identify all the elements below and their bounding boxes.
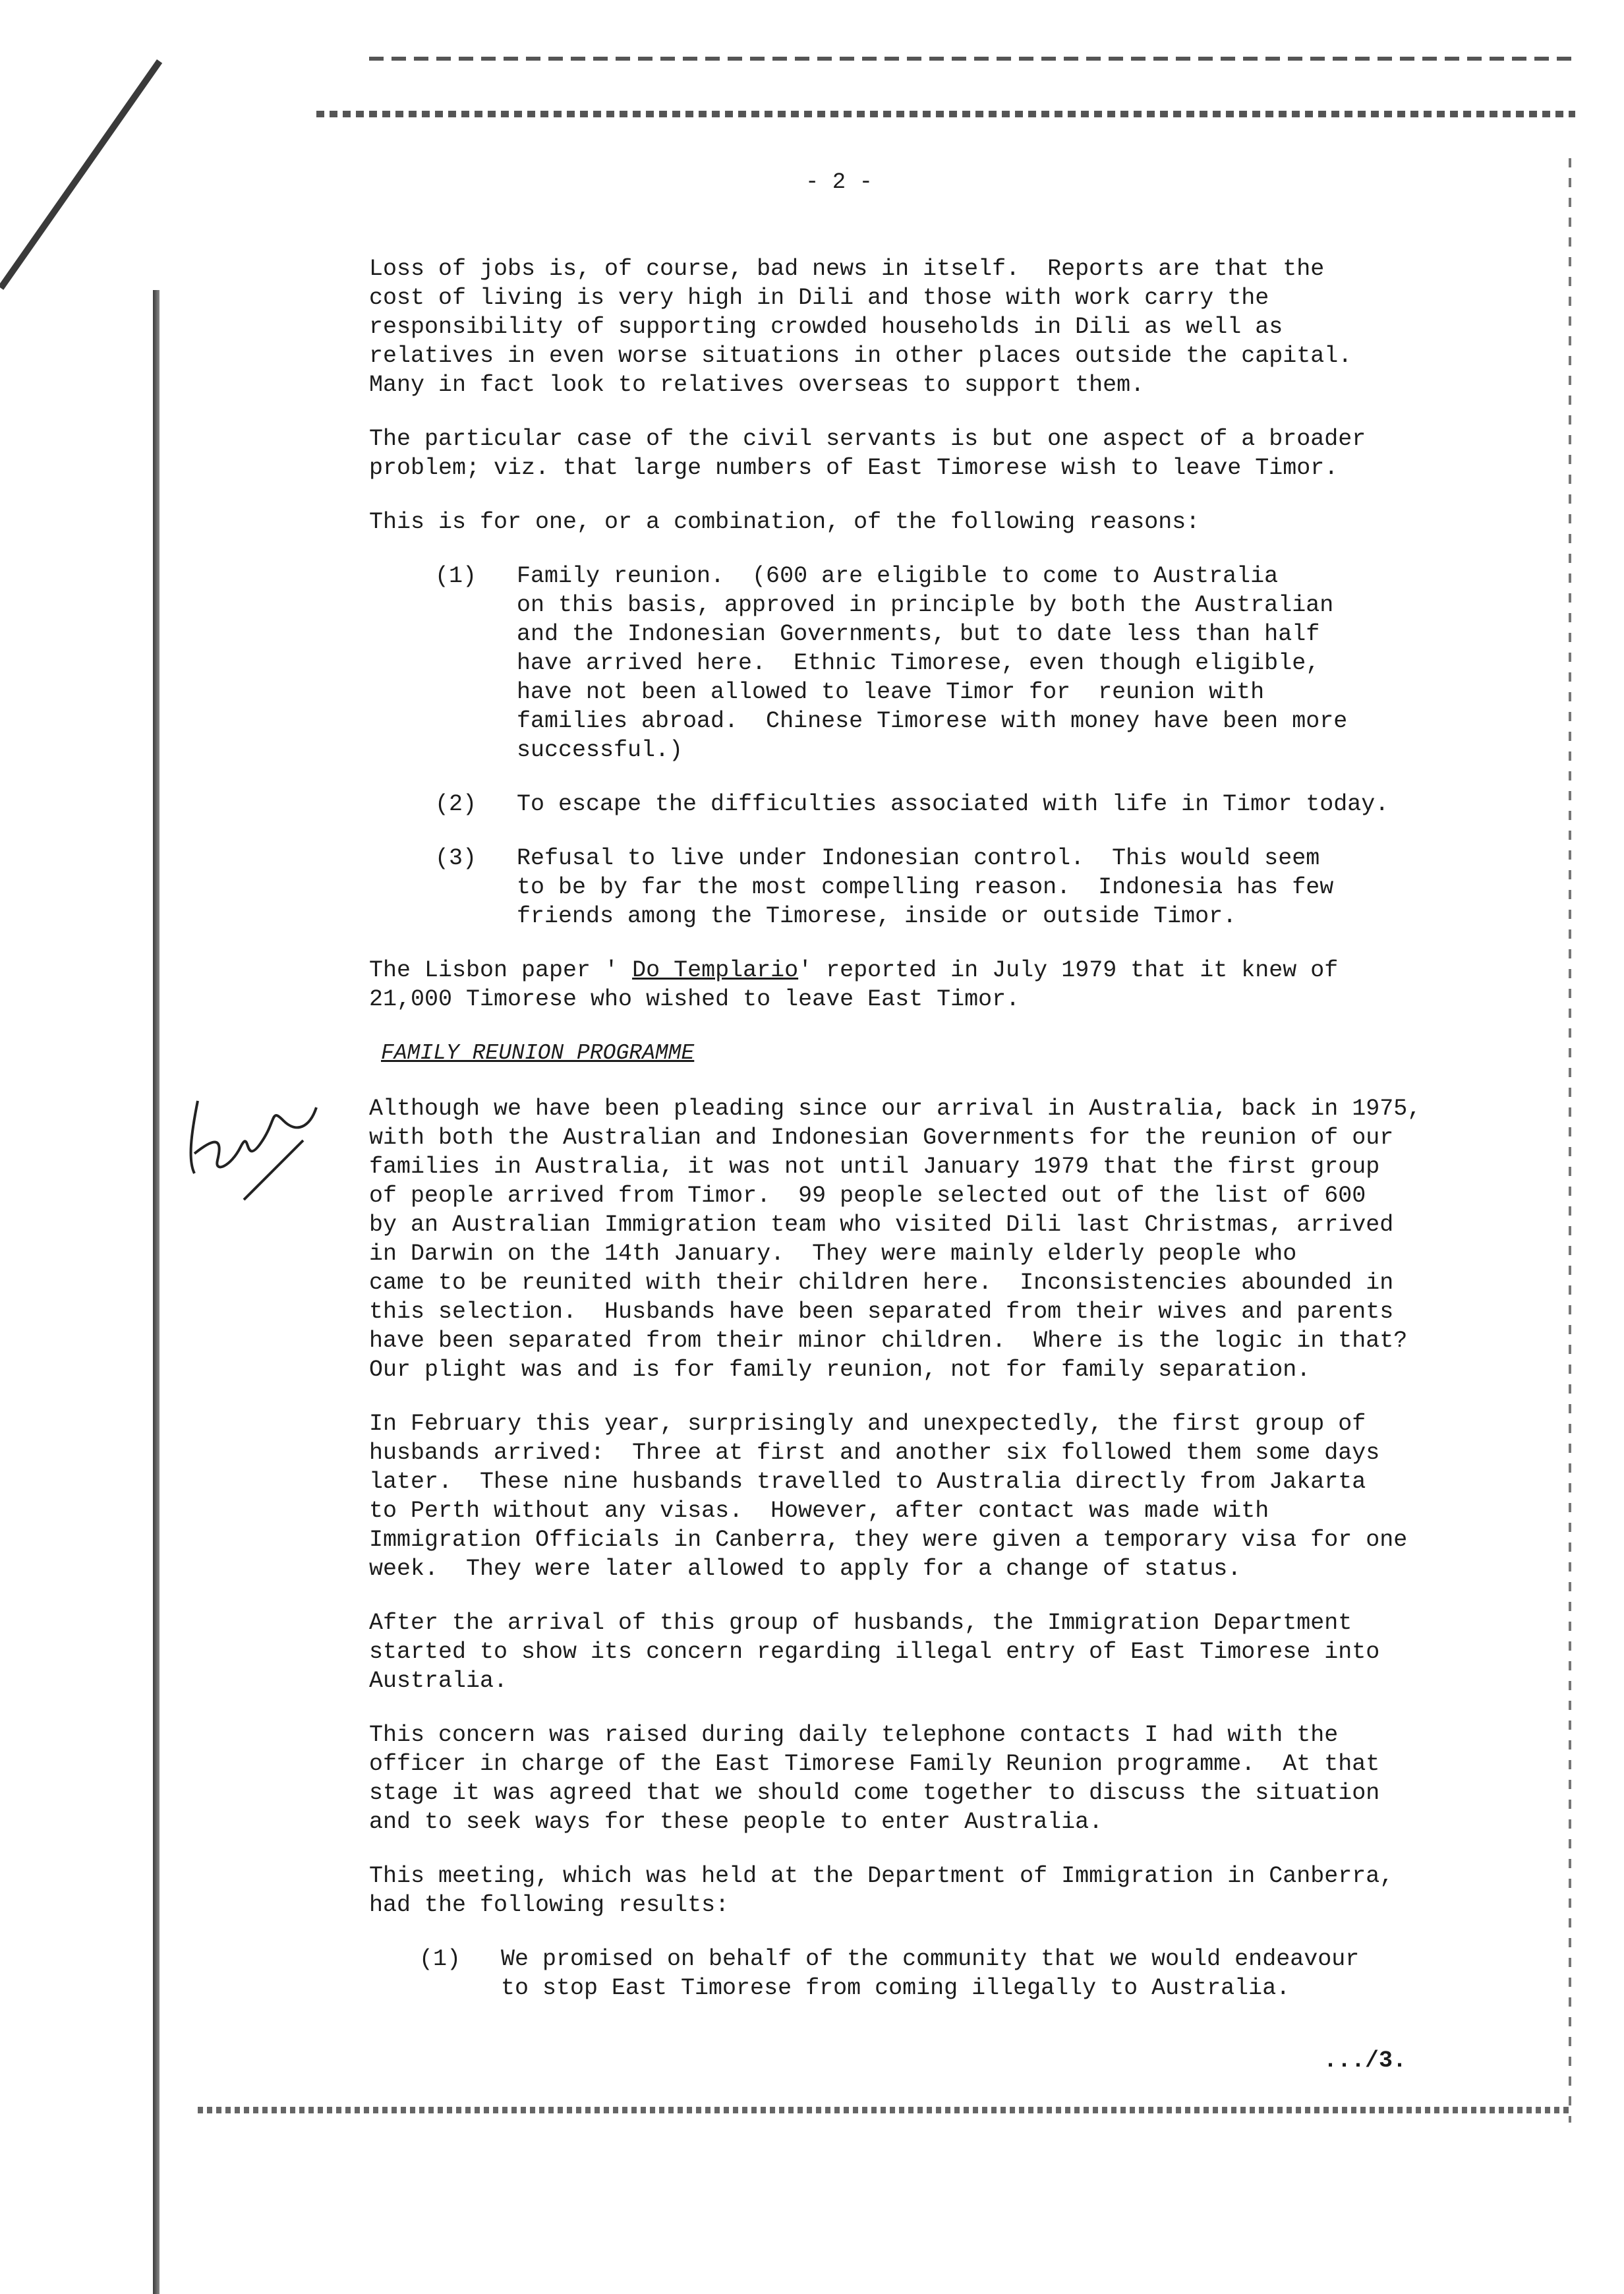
scan-edge-right bbox=[1569, 158, 1571, 2123]
paragraph-reasons-intro: This is for one, or a combination, of the following reasons: bbox=[369, 509, 1200, 535]
paragraph-civil-servants: The particular case of the civil servants is but one aspect of a broader problem; viz. that large numbers of East Timorese wish to leave Timor. bbox=[369, 426, 1366, 481]
reason-text: Family reunion. (600 are eligible to come to Australia on this basis, approved in principle by both the Australian and the Indonesian Governments, but to date less than half have arrived here. Ethnic Timorese, even though eligible, have not been allowed to leave Timor for reunion with families abroad. Chinese Timorese with money have been more successful.) bbox=[517, 563, 1348, 763]
section-heading: FAMILY REUNION PROGRAMME bbox=[381, 1041, 695, 1065]
reason-number: (2) bbox=[435, 791, 477, 817]
paragraph-pleading: Although we have been pleading since our arrival in Australia, back in 1975, with both the Australian and Indonesian Governments for the reunion of our families in Australia, it was not until January 1979 that the first group of people arrived from Timor. 99 people selected out of the list of 600 by an Australian Immigration team who visited Dili last Christmas, arrived in Darwin on the 14th January. They were mainly elderly people who came to be reunited with their children here. Inconsistencies abounded in this selection. Husbands have been separated from their wives and parents have been separated from their minor children. Where is the logic in that? Our plight was and is for family reunion, not for family separation. bbox=[369, 1096, 1422, 1383]
paragraph-telephone-contacts: This concern was raised during daily telephone contacts I had with the officer in charge of the East Timorese Family Reunion programme. At that stage it was agreed that we should come together to discuss the situation and to seek ways for these people to enter Australia. bbox=[369, 1722, 1380, 1835]
page-number: - 2 - bbox=[805, 170, 873, 195]
lisbon-text-after: ' reported in July 1979 that it knew of 21,000 Timorese who wished to leave East Timor. bbox=[369, 957, 1339, 1013]
newspaper-title: Do Templario bbox=[632, 957, 799, 984]
result-item bbox=[353, 1945, 1490, 2003]
reason-item bbox=[369, 790, 1490, 819]
scan-edge-left bbox=[153, 290, 160, 2294]
paragraph-lisbon-paper bbox=[369, 956, 1490, 1014]
scan-edge-top bbox=[369, 57, 1575, 61]
reason-item bbox=[369, 844, 1490, 931]
scan-edge-bottom bbox=[198, 2107, 1569, 2113]
document-body bbox=[369, 254, 1490, 2028]
reason-item bbox=[369, 562, 1490, 765]
result-text: We promised on behalf of the community that we would endeavour to stop East Timorese from coming illegally to Australia. bbox=[501, 1946, 1360, 2001]
scan-edge-diagonal bbox=[0, 59, 162, 290]
paragraph-february: In February this year, surprisingly and unexpectedly, the first group of husbands arrived: Three at first and another six followed them some days later. These nine husbands travelled to Australia directly from Jakarta to Perth without any visas. However, after contact was made with Immigration Officials in Canberra, they were given a temporary visa for one week. They were later allowed to apply for a change of status. bbox=[369, 1411, 1408, 1582]
reason-text: Refusal to live under Indonesian control. This would seem to be by far the most compelling reason. Indonesia has few friends among the Timorese, inside or outside Timor. bbox=[517, 845, 1334, 929]
reason-number: (1) bbox=[435, 563, 477, 589]
result-number: (1) bbox=[419, 1946, 461, 1972]
paragraph-immigration-concern: After the arrival of this group of husbands, the Immigration Department started to show its concern regarding illegal entry of East Timorese into Australia. bbox=[369, 1610, 1380, 1694]
paragraph-meeting: This meeting, which was held at the Department of Immigration in Canberra, had the following results: bbox=[369, 1863, 1394, 1918]
paragraph-loss-of-jobs: Loss of jobs is, of course, bad news in itself. Reports are that the cost of living is very high in Dili and those with work carry the responsibility of supporting crowded households in Dili as well as relatives in even worse situations in other places outside the capital. Many in fact look to relatives overseas to support them. bbox=[369, 256, 1352, 398]
continued-marker: .../3. bbox=[1323, 2047, 1407, 2074]
scan-edge-top-second bbox=[316, 111, 1575, 117]
lisbon-text-before: The Lisbon paper ' bbox=[369, 957, 633, 984]
reason-text: To escape the difficulties associated with life in Timor today. bbox=[517, 791, 1389, 817]
reason-number: (3) bbox=[435, 845, 477, 871]
handwritten-annotation bbox=[178, 1081, 343, 1206]
